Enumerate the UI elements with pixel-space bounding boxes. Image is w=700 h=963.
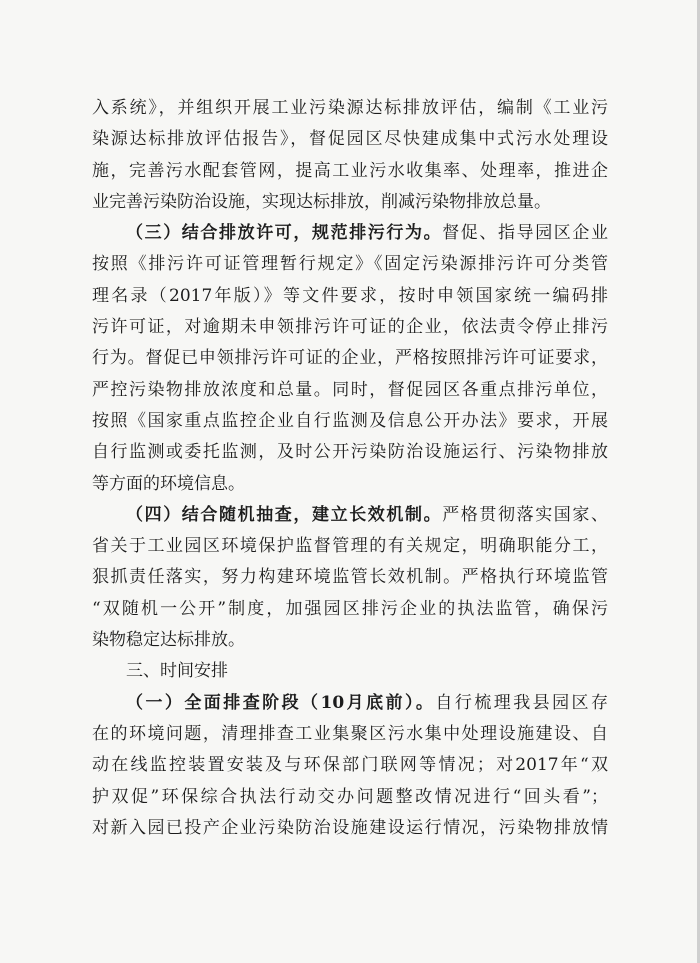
phase-1-text: 自行梳理我县园区存 xyxy=(435,692,608,713)
paragraph-line: 行为。督促已申领排污许可证的企业，严格按照排污许可证要求， xyxy=(92,348,608,369)
paragraph-line: 动在线监控装置安装及与环保部门联网等情况；对2017年“双 xyxy=(92,755,608,776)
document-body xyxy=(92,93,608,844)
paragraph-line: “双随机一公开”制度，加强园区排污企业的执法监管，确保污 xyxy=(92,598,608,619)
part-3-heading: 三、时间安排 xyxy=(126,661,228,682)
paragraph-line: 施，完善污水配套管网，提高工业污水收集率、处理率，推进企 xyxy=(92,160,608,181)
phase-1-title: （一）全面排查阶段（10月底前）。 xyxy=(126,692,436,713)
paragraph-line: 入系统》，并组织开展工业污染源达标排放评估，编制《工业污 xyxy=(92,98,608,118)
paragraph-line: 理名录（2017年版）》等文件要求，按时申领国家统一编码排 xyxy=(92,285,608,306)
paragraph-line: 等方面的环境信息。 xyxy=(92,473,245,494)
paragraph-line: 业完善污染防治设施，实现达标排放，削减污染物排放总量。 xyxy=(92,191,551,212)
section-4-first-line xyxy=(92,500,608,531)
section-4-title: （四）结合随机抽查，建立长效机制。 xyxy=(126,504,443,525)
section-3-text: 督促、指导园区企业 xyxy=(442,223,608,244)
paragraph-line: 染物稳定达标排放。 xyxy=(92,630,245,651)
paragraph-line: 按照《国家重点监控企业自行监测及信息公开办法》要求，开展 xyxy=(92,410,608,431)
paragraph-line: 在的环境问题，清理排查工业集聚区污水集中处理设施建设、自 xyxy=(92,723,608,744)
paragraph-line: 对新入园已投产企业污染防治设施建设运行情况，污染物排放情 xyxy=(92,817,608,838)
paragraph-line: 省关于工业园区环境保护监督管理的有关规定，明确职能分工， xyxy=(92,536,608,557)
paragraph-line: 护双促”环保综合执法行动交办问题整改情况进行“回头看”； xyxy=(92,786,608,807)
paragraph-line: 污许可证，对逾期未申领排污许可证的企业，依法责令停止排污 xyxy=(92,317,608,338)
paragraph-line: 严控污染物排放浓度和总量。同时，督促园区各重点排污单位， xyxy=(92,379,608,400)
section-4-text: 严格贯彻落实国家、 xyxy=(442,504,608,525)
section-3-first-line xyxy=(92,218,608,249)
phase-1-first-line xyxy=(92,688,608,719)
section-3-title: （三）结合排放许可，规范排污行为。 xyxy=(126,223,443,244)
paragraph-line: 自行监测或委托监测，及时公开污染防治设施运行、污染物排放 xyxy=(92,442,608,463)
paragraph-line: 狠抓责任落实，努力构建环境监管长效机制。严格执行环境监管 xyxy=(92,567,608,588)
paragraph-line: 染源达标排放评估报告》，督促园区尽快建成集中式污水处理设 xyxy=(92,129,608,150)
paragraph-line: 按照《排污许可证管理暂行规定》《固定污染源排污许可分类管 xyxy=(92,254,608,275)
